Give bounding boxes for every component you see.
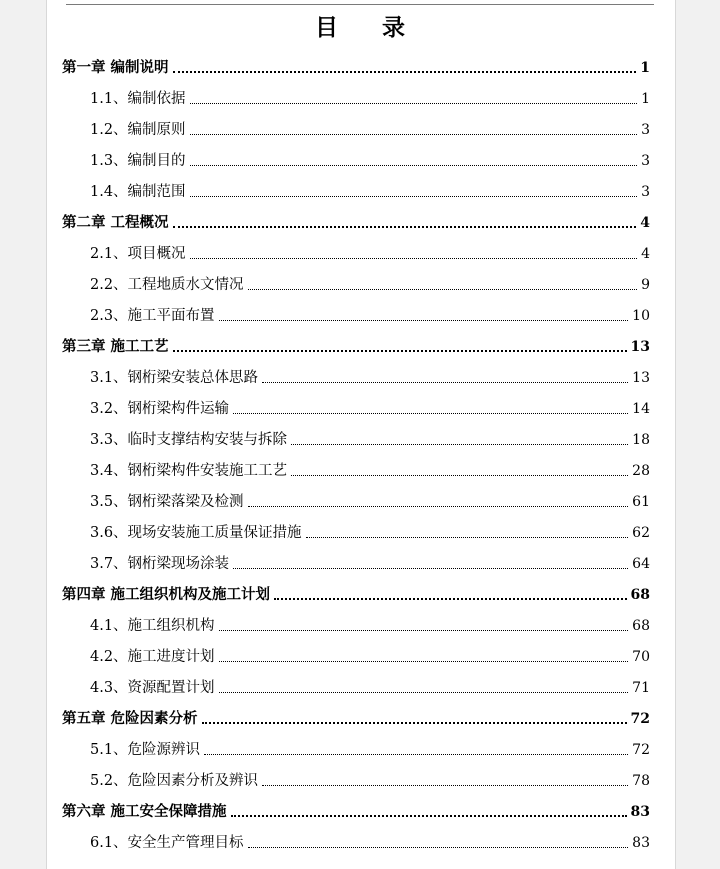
toc-dot-leader: [190, 258, 638, 259]
toc-entry-text: 第三章 施工工艺: [62, 338, 169, 355]
toc-dot-leader: [233, 413, 628, 414]
toc-section-entry[interactable]: [90, 243, 650, 265]
toc-section-entry[interactable]: [90, 460, 650, 482]
toc-dot-leader: [190, 165, 638, 166]
toc-chapter-entry[interactable]: [62, 57, 650, 79]
toc-dot-leader: [248, 847, 629, 848]
toc-dot-leader: [306, 537, 629, 538]
toc-entry-text: 1.4、编制范围: [90, 184, 186, 200]
toc-dot-leader: [291, 475, 628, 476]
toc-dot-leader: [274, 598, 626, 600]
toc-dot-leader: [190, 196, 638, 197]
toc-page-number: 78: [632, 773, 650, 789]
toc-section-entry[interactable]: [90, 150, 650, 172]
toc-entry-text: 6.1、安全生产管理目标: [90, 835, 244, 851]
toc-page-number: 9: [641, 277, 650, 293]
toc-chapter-entry[interactable]: [62, 584, 650, 606]
toc-section-entry[interactable]: [90, 615, 650, 637]
toc-entry-text: 2.3、施工平面布置: [90, 308, 215, 324]
toc-dot-leader: [248, 289, 638, 290]
toc-entry-text: 4.3、资源配置计划: [90, 680, 215, 696]
toc-page-number: 3: [641, 184, 650, 200]
toc-entry-text: 第六章 施工安全保障措施: [62, 803, 227, 820]
toc-chapter-entry[interactable]: [62, 708, 650, 730]
toc-page-number: 71: [632, 680, 650, 696]
toc-page-number: 72: [630, 711, 650, 727]
toc-dot-leader: [173, 71, 637, 73]
toc-page-number: 72: [632, 742, 650, 758]
toc-section-entry[interactable]: [90, 181, 650, 203]
toc-page-number: 14: [632, 401, 650, 417]
toc-title: 目 录: [314, 14, 423, 41]
toc-dot-leader: [173, 350, 627, 352]
toc-page-number: 10: [632, 308, 650, 324]
toc-section-entry[interactable]: [90, 119, 650, 141]
toc-dot-leader: [219, 320, 629, 321]
toc-section-entry[interactable]: [90, 305, 650, 327]
toc-entry-text: 3.3、临时支撑结构安装与拆除: [90, 432, 288, 448]
toc-page-number: 68: [632, 618, 650, 634]
toc-section-entry[interactable]: [90, 522, 650, 544]
toc-section-entry[interactable]: [90, 553, 650, 575]
toc-page-number: 4: [641, 246, 650, 262]
toc-entry-text: 3.4、钢桁梁构件安装施工工艺: [90, 463, 288, 479]
toc-dot-leader: [190, 134, 638, 135]
toc-entry-text: 第五章 危险因素分析: [62, 710, 198, 727]
toc-page-number: 1: [640, 60, 650, 76]
toc-entry-text: 1.3、编制目的: [90, 153, 186, 169]
toc-entry-text: 4.2、施工进度计划: [90, 649, 215, 665]
toc-entry-text: 4.1、施工组织机构: [90, 618, 215, 634]
toc-page-number: 64: [632, 556, 650, 572]
toc-dot-leader: [233, 568, 628, 569]
toc-page-number: 70: [632, 649, 650, 665]
toc-section-entry[interactable]: [90, 646, 650, 668]
toc-section-entry[interactable]: [90, 832, 650, 854]
toc-dot-leader: [262, 785, 628, 786]
toc-entry-text: 第二章 工程概况: [62, 214, 169, 231]
toc-dot-leader: [202, 722, 627, 724]
toc-entry-text: 3.2、钢桁梁构件运输: [90, 401, 230, 417]
toc-page-number: 18: [632, 432, 650, 448]
toc-section-entry[interactable]: [90, 429, 650, 451]
toc-section-entry[interactable]: [90, 739, 650, 761]
toc-page-number: 61: [632, 494, 650, 510]
toc-dot-leader: [231, 815, 627, 817]
toc-section-entry[interactable]: [90, 367, 650, 389]
toc-entry-text: 3.1、钢桁梁安装总体思路: [90, 370, 259, 386]
toc-dot-leader: [248, 506, 629, 507]
toc-page-number: 4: [640, 215, 650, 231]
toc-page-number: 68: [630, 587, 650, 603]
toc-dot-leader: [291, 444, 628, 445]
toc-page-number: 1: [641, 91, 650, 107]
toc-entry-text: 5.1、危险源辨识: [90, 742, 201, 758]
toc-entry-text: 3.7、钢桁梁现场涂装: [90, 556, 230, 572]
toc-page-number: 13: [630, 339, 650, 355]
toc-page-number: 62: [632, 525, 650, 541]
toc-section-entry[interactable]: [90, 677, 650, 699]
toc-page-number: 83: [630, 804, 650, 820]
toc-chapter-entry[interactable]: [62, 801, 650, 823]
toc-dot-leader: [190, 103, 638, 104]
toc-page-number: 28: [632, 463, 650, 479]
toc-entry-text: 1.2、编制原则: [90, 122, 186, 138]
toc-dot-leader: [219, 630, 629, 631]
toc-entry-text: 3.6、现场安装施工质量保证措施: [90, 525, 302, 541]
toc-dot-leader: [219, 692, 629, 693]
toc-entry-text: 3.5、钢桁梁落梁及检测: [90, 494, 244, 510]
toc-dot-leader: [262, 382, 628, 383]
toc-dot-leader: [219, 661, 629, 662]
toc-chapter-entry[interactable]: [62, 212, 650, 234]
toc-entry-text: 2.2、工程地质水文情况: [90, 277, 244, 293]
toc-page-number: 83: [632, 835, 650, 851]
toc-entry-text: 2.1、项目概况: [90, 246, 186, 262]
toc-section-entry[interactable]: [90, 398, 650, 420]
toc-section-entry[interactable]: [90, 88, 650, 110]
toc-page-number: 3: [641, 153, 650, 169]
toc-entry-text: 第四章 施工组织机构及施工计划: [62, 586, 271, 603]
toc-section-entry[interactable]: [90, 770, 650, 792]
toc-page-number: 3: [641, 122, 650, 138]
toc-entry-text: 1.1、编制依据: [90, 91, 186, 107]
toc-page-number: 13: [632, 370, 650, 386]
toc-section-entry[interactable]: [90, 274, 650, 296]
toc-entry-text: 5.2、危险因素分析及辨识: [90, 773, 259, 789]
toc-dot-leader: [173, 226, 637, 228]
page-header-rule: [66, 0, 654, 5]
toc-section-entry[interactable]: [90, 491, 650, 513]
toc-chapter-entry[interactable]: [62, 336, 650, 358]
toc-entry-text: 第一章 编制说明: [62, 59, 169, 76]
toc-dot-leader: [204, 754, 628, 755]
